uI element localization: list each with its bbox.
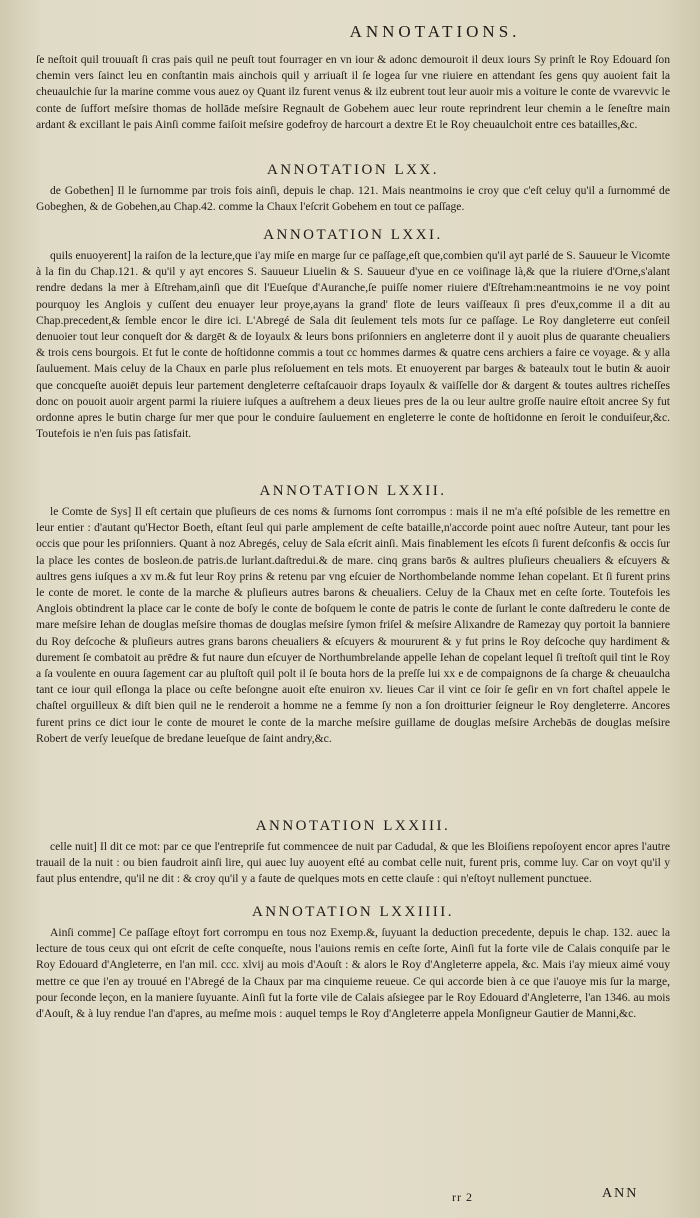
annotation-text: Ainſi comme] Ce paſſage eſtoyt fort corrompu en tous noz Exemp.&, ſuyuant la deduction precedente, depuis le chap. 132. auec la lecture de tous ceux qui ont eſcrit de ceſte conqueſte, nous l'auions remis en ceſte ſorte, Ainſi fut la forte vile de Calais conquiſe par le Roy Edouard d'Angleterre, en l'an mil. ccc. xlvij au mois d'Aouſt : & alors le Roy d'Angleterre appela, &c. Mais i'ay mieux aimé vouy mettre ce que i'en ay trouué en l'Abregé de la Chaux par ma cinquieme reueue. Ce qui accorde bien à ce que i'auoye mis ſur la marge, pour ſeconde leçon, en la maniere ſuyuante. Ainſi fut la forte vile de Calais aſsiegee par le Roy Edouard d'Angleterre, l'an 1346. au mois d'Aouſt, & à luy rendue l'an d'apres, au meſme mois : auquel temps le Roy d'Angleterre appela Monſigneur Gautier de Manni,&c. bbox=[36, 926, 670, 1021]
opening-paragraph-block bbox=[36, 52, 670, 133]
annotation-heading: ANNOTATION LXX. bbox=[266, 162, 440, 178]
annotation-text: de Gobethen] Il le ſurnomme par trois fois ainſi, depuis le chap. 121. Mais neantmoins ie croy que c'eſt celuy qu'il a ſurnommé de Gobeghen, & de Gobehen,au Chap.42. comme la Chaux l'eſcrit Gobehem en tout ce paſſage. bbox=[36, 184, 670, 214]
annotation-lxxi bbox=[36, 227, 670, 442]
running-head-text: ANNOTATIONS. bbox=[349, 22, 521, 41]
running-head bbox=[0, 22, 700, 42]
annotation-heading: ANNOTATION LXXI. bbox=[263, 227, 443, 243]
annotation-heading: ANNOTATION LXXII. bbox=[259, 483, 447, 499]
catchword: ANN bbox=[602, 1186, 639, 1201]
annotation-lxxii bbox=[36, 483, 670, 747]
signature-mark: rr 2 bbox=[452, 1190, 473, 1204]
annotation-lxxiiii bbox=[36, 904, 670, 1022]
annotation-text: celle nuit] Il dit ce mot: par ce que l'entrepriſe fut commencee de nuit par Cadudal, & que les Bloiſiens repoſoyent encor apres l'autre trauail de la nuit : ou bien faudroit ainſi lire, qui auec luy auoyent eſté au combat celle nuit, furent pris, comme luy. Car on voyt qu'il y faut plus entendre, qu'il ne dit : & croy qu'il y a faute de quelques mots en cette clauſe : qui n'eſtoyt nullement punctuee. bbox=[36, 840, 670, 886]
annotation-heading: ANNOTATION LXXIIII. bbox=[251, 904, 455, 920]
annotation-lxxiii bbox=[36, 818, 670, 888]
annotation-text: le Comte de Sys] Il eſt certain que pluſieurs de ces noms & ſurnoms ſont corrompus : mais il ne m'a eſté poſsible de les remettre en leur entier : d'autant qu'Hector Boeth, eſtant ſeul qui parle amplement de ceſte bataille,n'accorde point auec noſtre Auteur, tant pour les occis que pour les priſonniers. Quant à noz Abregés, celuy de Sala eſcrit ainſi. Mais finablement les eſcots ſi furent deſconfis & occis ſur la place les contes de bosleon.de patris.de lurlant.daſtredui.& de mare. cinq grans barōs & aultres pluſieurs cheualiers & eſcuyers & aultres gens iuſques a xv m.& fut leur Roy prins & retenu par vng eſcuier de Northombelande nomme Iehan copelant. Et ſi furent prins le conte de moret. le conte de la marche & pluſieurs autres barons & cheualiers. Celuy de la Chaux met en ceſte ſorte. Toutefois les Anglois obtindrent la place car le conte de boſy le conte de boſquem le conte de patris le conte de ſurlant le conte daſtrederu le conte de mare meſsire Iehan de douglas meſsire thomas de douglas meſsire ſymon friſel & meſsire Alixandre de Ramezay quy portoit la banniere du Roy deſcoche & pluſieurs autres grans barons cheualiers & eſcuyers & moururent & y fut prins le Roy deſcoche quy hardiment & durement ſe combatoit au prēdre & fut naure dun eſcuyer de Northumbrelande appelle Iehan de copelant lequel ſi treſtoſt quil tint le Roy a ſa voulente en ouura ſagement car au pluſtoſt quil polt il ſe bouta hors de la preſſe lui xx e de compaignons de ſa charge & cheuaulcha tant ce iour quil eſlonga la place ou ceſte beſongne auoit eſte enuiron xv. lieues Car il vint ce ſoir ſe geſir en vn fort chaſtel appele le chaſtel orguilleux & diſt bien quil ne le renderoit a homme ne a femme ſy non a ſon droitturier ſeigneur le Roy dengleterre. Ancores furent prins ce dict iour le conte de mouret le conte de la marche meſsire guillame de douglas meſsire Archebās de douglas meſsire Robert de verſy leueſque de bredane leueſque de ſaint andry,&c. bbox=[36, 505, 670, 745]
annotation-text: quils enuoyerent] la raiſon de la lecture,que i'ay miſe en marge ſur ce paſſage,eſt que,combien qu'il ayt parlé de S. Sauueur le Vicomte à la fin du Chap.121. & qu'il y ayt encores S. Sauueur Liuelin & S. Sauueur d'yue en ce voiſinage là,& que la riuiere d'Orne,s'alant rendre dedans la mer à Eſtreham,ainſi que dit l'Eueſque d'Auranche,ſe puiſſe nomer riuiere d'Eſtreham:neantmoins ie ne voy point pourquoy les Anglois y cuſſent deu enuayer leur proye,ayans la grand' flote de leurs vaiſſeaux ſi pres d'eux,comme il a dit au Chap.precedent,& ſemble encor le dire ici. L'Abregé de Sala dit ſeulement tels mots ſur ce paſſage. Le Roy dangleterre eut conſeil denuoier tout leur conqueſt dor & dargēt & de Ioyaulx & leurs bons priſonniers en angleterre dont il y auoit plus de quarante cheualiers & trois cens bourgois. Et fut le conte de hoſtidonne commis a tout cc hommes darmes & quatre cens archiers a faire ce voyage. & y alla ſauluement. Mais celuy de la Chaux en parle plus reſoluement en tels mots. Et enuoyerent par barges & bateaulx tout le butin & auoir que concqueſte auoiēt depuis leur partement dengleterre ceſtaſcauoir draps Ioyaulx & vaiſſelle dor & dargent & toutes aultres richeſſes donc on pouoit auoir argent parmi la riuiere iuſques a auſtrehem a deux lieues pres de la ou leur aultre groſſe nauire eſtoit ancree Sy fut ordonne apres le butin charge ſur mer que pour le conduire ſauluement en engleterre le conte de hoſtidonne en ſeroit le conduiſeur,&c. Toutefois ie n'en ſuis pas ſatisfait. bbox=[36, 249, 670, 441]
opening-paragraph: ſe neſtoit quil trouuaſt ſi cras pais quil ne peuſt tout fourrager en vn iour & adonc demouroit il deux iours Sy prinſt le Roy Edouard ſon chemin vers ſainct leu en conſtantin mais ainchois quil y arriuaſt il ſe logea ſur vne riuiere en attendant ſes gens quy auoient fait la cheuaulchie ſur la marine comme vous auez oy Quant ilz furent venus & ilz eubrent tout leur auoir mis a voiture le conte de vvarevvic le conte de ſuffort meſsire thomas de hollāde meſsire Regnault de Gobehem auec leur route reprindrent leur chemin a le ſeneſtre main ardant & excillant le pais Ainſi comme faiſoit meſsire godefroy de harcourt a dextre Et le Roy cheuaulchoit entre ces batailles,&c. bbox=[36, 53, 670, 131]
annotation-lxx bbox=[36, 162, 670, 215]
annotation-heading: ANNOTATION LXXIII. bbox=[255, 818, 451, 834]
